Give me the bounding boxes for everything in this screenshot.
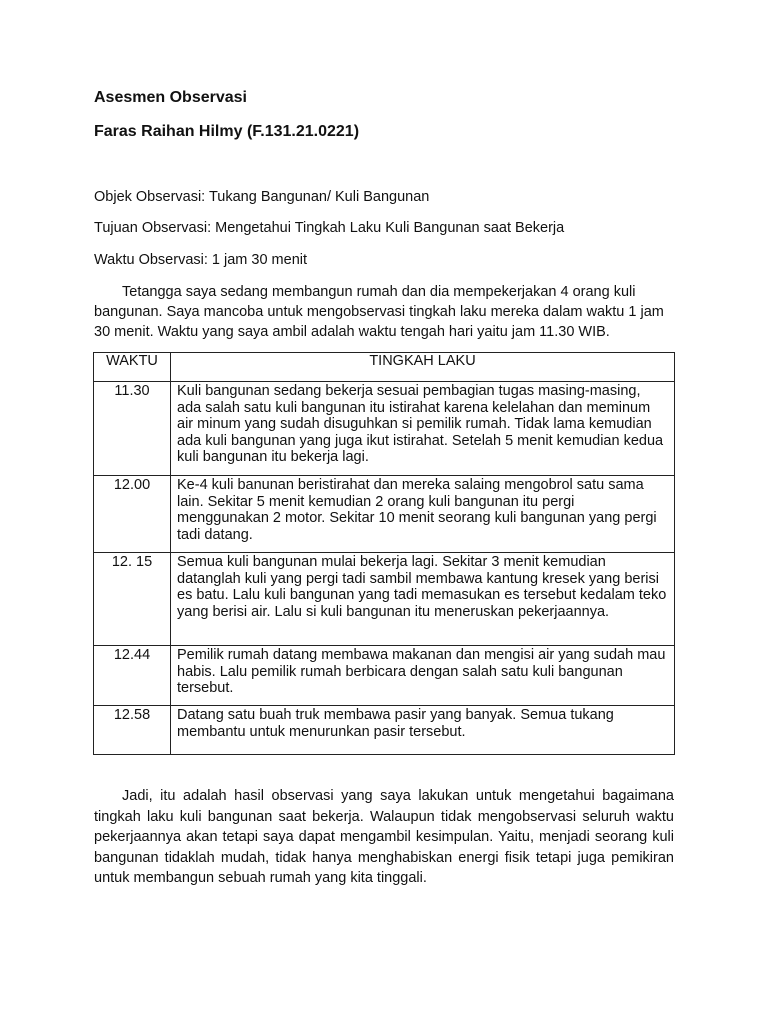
observation-purpose: Tujuan Observasi: Mengetahui Tingkah Laku Kuli Bangunan saat Bekerja xyxy=(94,220,565,236)
document-title: Asesmen Observasi xyxy=(94,89,247,106)
row-time: 12.58 xyxy=(94,706,171,755)
row-behavior: Datang satu buah truk membawa pasir yang banyak. Semua tukang membantu untuk menurunkan pasir tersebut. xyxy=(171,706,675,755)
table-row xyxy=(94,646,675,706)
table-header-row xyxy=(94,353,675,382)
row-behavior: Pemilik rumah datang membawa makanan dan mengisi air yang sudah mau habis. Lalu pemilik rumah berbicara dengan salah satu kuli bangunan tersebut. xyxy=(171,646,675,706)
row-time: 12.00 xyxy=(94,476,171,553)
row-behavior: Ke-4 kuli banunan beristirahat dan mereka salaing mengobrol satu sama lain. Sekitar 5 menit kemudian 2 orang kuli bangunan itu pergi menggunakan 2 motor. Sekitar 10 menit seorang kuli bangunan yang pergi tadi datang. xyxy=(171,476,675,553)
author-line: Faras Raihan Hilmy (F.131.21.0221) xyxy=(94,123,360,140)
table-row xyxy=(94,382,675,476)
observation-object: Objek Observasi: Tukang Bangunan/ Kuli Bangunan xyxy=(94,189,430,205)
row-behavior: Kuli bangunan sedang bekerja sesuai pembagian tugas masing-masing, ada salah satu kuli bangunan itu istirahat karena kelelahan dan meminum air minum yang sudah disuguhkan si pemilik rumah. Tidak lama kemudian ada kuli bangunan yang juga ikut istirahat. Setelah 5 menit kemudian kedua kuli bangunan itu bekerja lagi. xyxy=(171,382,675,476)
table-row xyxy=(94,706,675,755)
row-time: 12.44 xyxy=(94,646,171,706)
row-time: 12. 15 xyxy=(94,553,171,646)
row-behavior: Semua kuli bangunan mulai bekerja lagi. Sekitar 3 menit kemudian datanglah kuli yang pergi tadi sambil membawa kantung kresek yang berisi es batu. Lalu kuli bangunan yang tadi memasukan es tersebut kedalam teko yang berisi air. Lalu si kuli bangunan itu meneruskan pekerjaannya. xyxy=(171,553,675,646)
row-time: 11.30 xyxy=(94,382,171,476)
header-waktu: WAKTU xyxy=(94,353,171,382)
observation-duration: Waktu Observasi: 1 jam 30 menit xyxy=(94,252,308,268)
intro-paragraph: Tetangga saya sedang membangun rumah dan dia mempekerjakan 4 orang kuli bangunan. Saya mancoba untuk mengobservasi tingkah laku mereka dalam waktu 1 jam 30 menit. Waktu yang saya ambil adalah waktu tengah hari yaitu jam 11.30 WIB. xyxy=(94,284,664,340)
header-tingkah-laku: TINGKAH LAKU xyxy=(171,353,675,382)
observation-table xyxy=(93,352,675,755)
table-row xyxy=(94,476,675,553)
table-row xyxy=(94,553,675,646)
conclusion-paragraph: Jadi, itu adalah hasil observasi yang saya lakukan untuk mengetahui bagaimana tingkah laku kuli bangunan saat bekerja. Walaupun tidak mengobservasi seluruh waktu pekerjaannya akan tetapi saya dapat mengambil kesimpulan. Yaitu, menjadi seorang kuli bangunan tidaklah mudah, tidak hanya menghabiskan energi fisik tetapi juga pemikiran untuk membangun sebuah rumah yang kita tinggali. xyxy=(94,788,674,886)
